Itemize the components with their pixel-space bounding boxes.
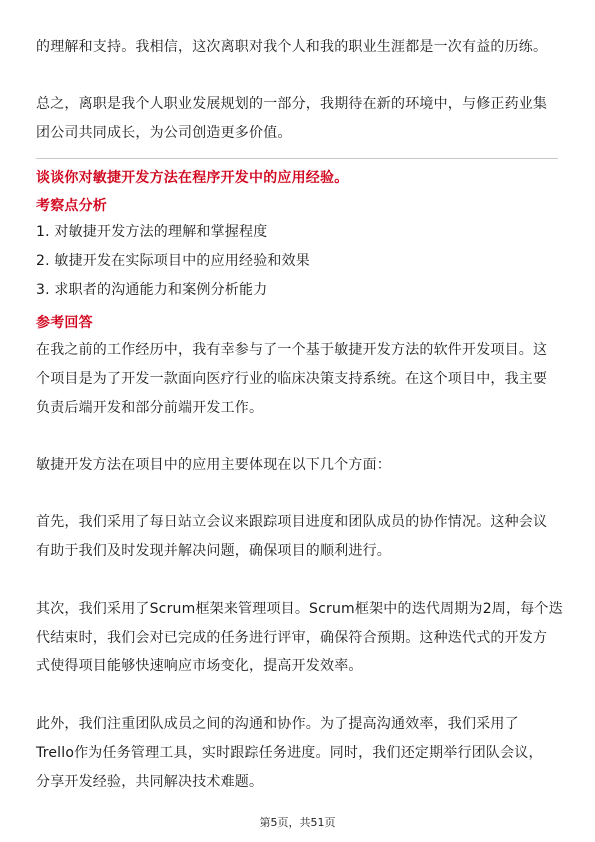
answer-heading: 参考回答 [36,315,93,331]
answer-line: 在我之前的工作经历中，我有幸参与了一个基于敏捷开发方法的软件开发项目。这 [36,342,548,358]
conclusion-line: 总之，离职是我个人职业发展规划的一部分，我期待在新的环境中，与修正药业集 [36,96,548,112]
analysis-item: 2. 敏捷开发在实际项目中的应用经验和效果 [36,253,311,269]
answer-line: 个项目是为了开发一款面向医疗行业的临床决策支持系统。在这个项目中，我主要 [36,371,548,387]
question-title: 谈谈你对敏捷开发方法在程序开发中的应用经验。 [36,170,349,186]
answer-line: 负责后端开发和部分前端开发工作。 [36,400,264,416]
intro-line: 的理解和支持。我相信，这次离职对我个人和我的职业生涯都是一次有益的历练。 [36,39,548,55]
answer-line: 分享开发经验，共同解决技术难题。 [36,774,264,790]
answer-line: 有助于我们及时发现并解决问题，确保项目的顺利进行。 [36,543,391,559]
analysis-item: 3. 求职者的沟通能力和案例分析能力 [36,282,268,298]
answer-line: 首先，我们采用了每日站立会议来跟踪项目进度和团队成员的协作情况。这种会议 [36,514,548,530]
answer-line: 代结束时，我们会对已完成的任务进行评审，确保符合预期。这种迭代式的开发方 [36,630,548,646]
answer-line: 敏捷开发方法在项目中的应用主要体现在以下几个方面： [36,457,391,473]
page-number: 第5页，共51页 [259,816,336,829]
answer-line: 此外，我们注重团队成员之间的沟通和协作。为了提高沟通效率，我们采用了 [36,716,519,732]
answer-line: 其次，我们采用了Scrum框架来管理项目。Scrum框架中的迭代周期为2周，每个迭 [36,601,563,617]
answer-line: Trello作为任务管理工具，实时跟踪任务进度。同时，我们还定期举行团队会议， [36,745,543,761]
section-divider [36,158,558,159]
analysis-item: 1. 对敏捷开发方法的理解和掌握程度 [36,224,268,240]
answer-line: 式使得项目能够快速响应市场变化，提高开发效率。 [36,658,363,674]
conclusion-line: 团公司共同成长，为公司创造更多价值。 [36,125,292,141]
analysis-heading: 考察点分析 [36,198,107,214]
